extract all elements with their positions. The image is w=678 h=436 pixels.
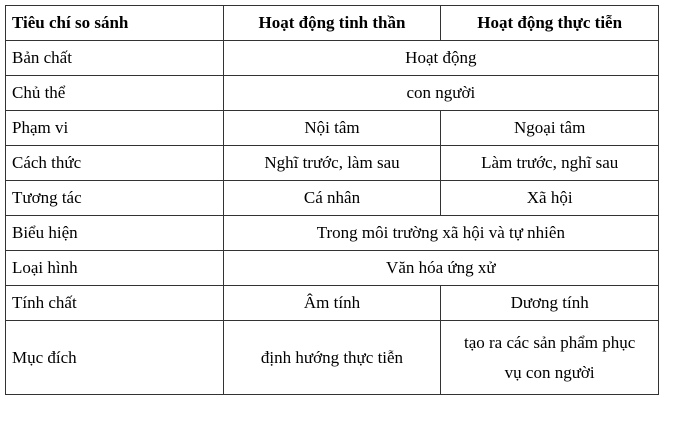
row-label: Tương tác bbox=[6, 181, 224, 216]
row-label: Tính chất bbox=[6, 286, 224, 321]
row-label: Mục đích bbox=[6, 321, 224, 395]
practical-cell: Dương tính bbox=[441, 286, 659, 321]
table-row bbox=[6, 76, 659, 111]
table-row bbox=[6, 216, 659, 251]
practical-cell-line: tạo ra các sản phẩm phục bbox=[463, 332, 636, 352]
mental-cell: định hướng thực tiễn bbox=[223, 321, 441, 395]
row-label: Cách thức bbox=[6, 146, 224, 181]
row-label: Loại hình bbox=[6, 251, 224, 286]
table-row bbox=[6, 286, 659, 321]
practical-cell: Ngoại tâm bbox=[441, 111, 659, 146]
merged-cell: Văn hóa ứng xử bbox=[223, 251, 658, 286]
table-row bbox=[6, 321, 659, 395]
row-label: Biểu hiện bbox=[6, 216, 224, 251]
row-label: Bản chất bbox=[6, 41, 224, 76]
comparison-table bbox=[5, 5, 659, 395]
table-header-row bbox=[6, 6, 659, 41]
mental-cell: Cá nhân bbox=[223, 181, 441, 216]
merged-cell: Hoạt động bbox=[223, 41, 658, 76]
table-row bbox=[6, 251, 659, 286]
table-row bbox=[6, 146, 659, 181]
merged-cell: con người bbox=[223, 76, 658, 111]
practical-cell-line: vụ con người bbox=[504, 362, 595, 382]
practical-cell: Làm trước, nghĩ sau bbox=[441, 146, 659, 181]
header-criteria: Tiêu chí so sánh bbox=[6, 6, 224, 41]
table-row bbox=[6, 41, 659, 76]
table-row bbox=[6, 181, 659, 216]
mental-cell: Nội tâm bbox=[223, 111, 441, 146]
header-practical-activity: Hoạt động thực tiễn bbox=[441, 6, 659, 41]
practical-cell: Xã hội bbox=[441, 181, 659, 216]
merged-cell: Trong môi trường xã hội và tự nhiên bbox=[223, 216, 658, 251]
table-row bbox=[6, 111, 659, 146]
mental-cell: Âm tính bbox=[223, 286, 441, 321]
mental-cell: Nghĩ trước, làm sau bbox=[223, 146, 441, 181]
practical-cell bbox=[441, 321, 659, 395]
row-label: Chủ thể bbox=[6, 76, 224, 111]
row-label: Phạm vi bbox=[6, 111, 224, 146]
header-mental-activity: Hoạt động tinh thần bbox=[223, 6, 441, 41]
